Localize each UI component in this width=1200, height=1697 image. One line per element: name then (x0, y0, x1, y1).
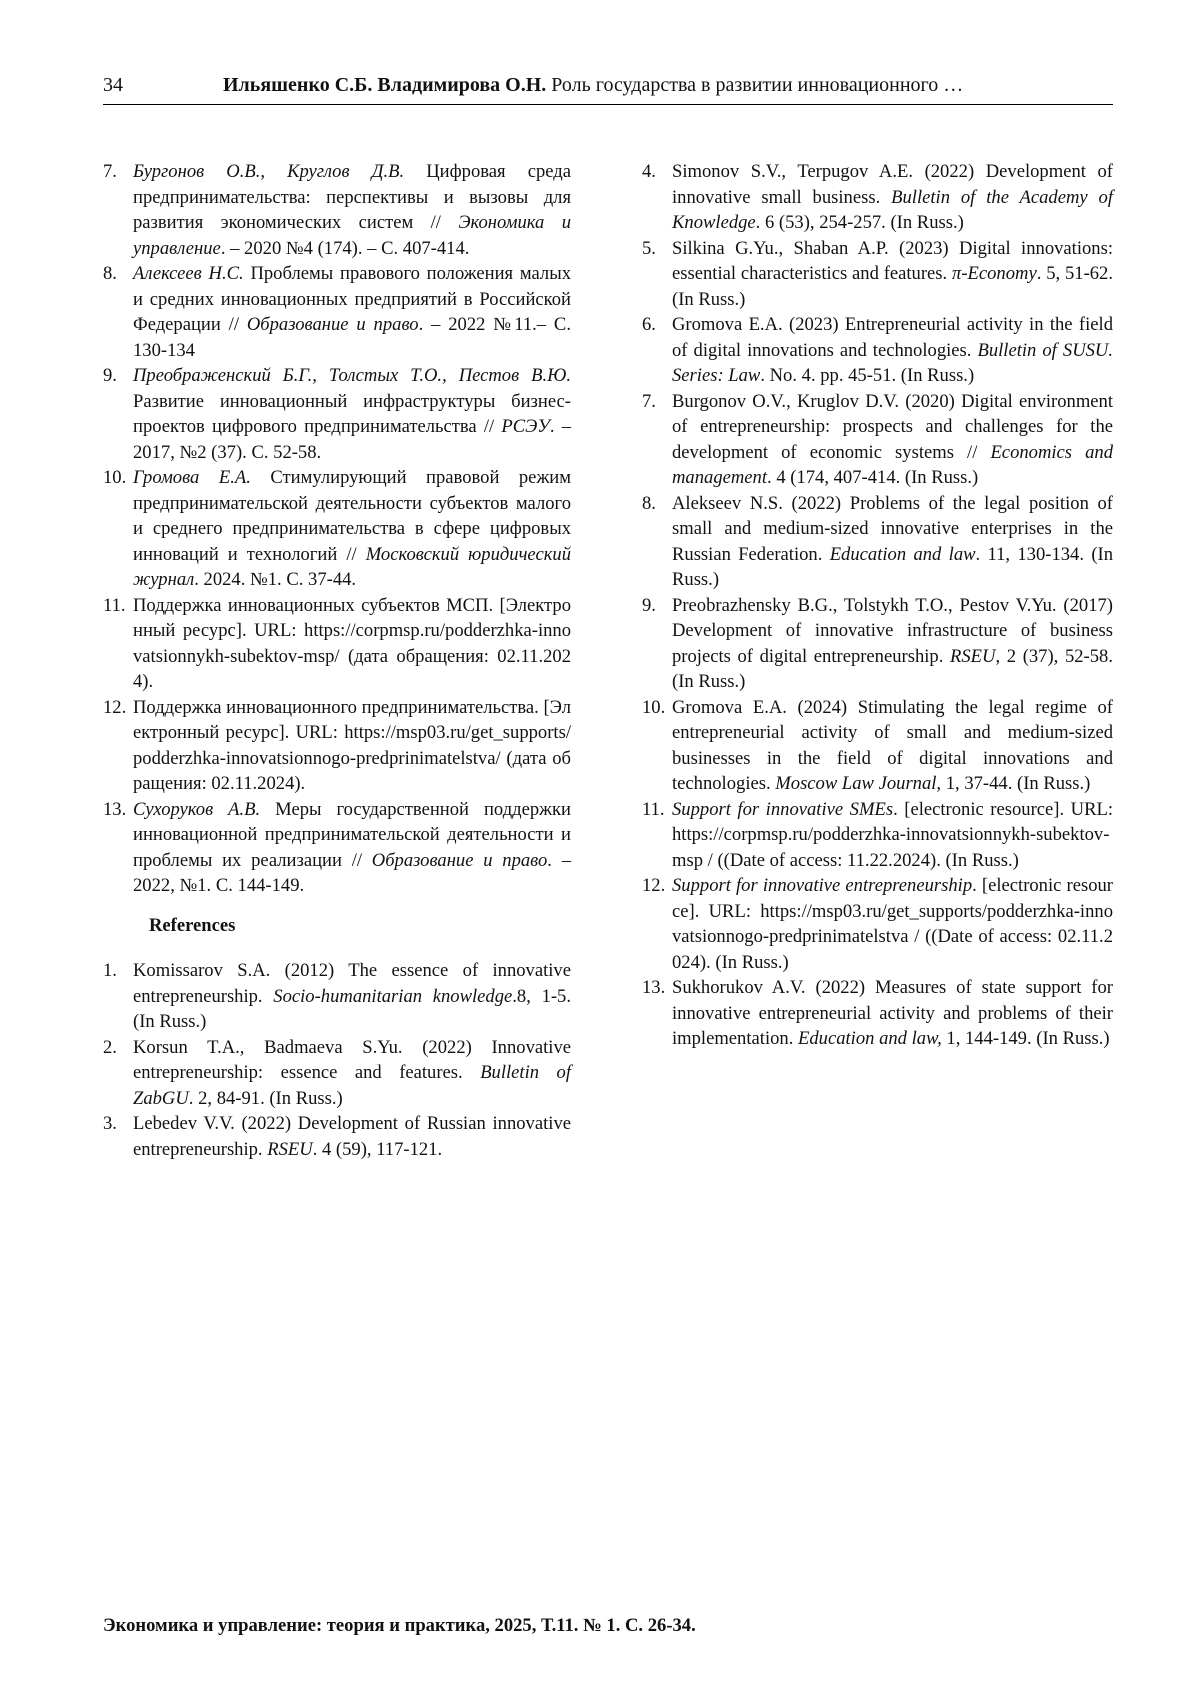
english-reference-list-part1 (103, 958, 571, 1162)
reference-plain-part: Korsun T.A., Badmaeva S.Yu. (2022) Innovative entrepreneurship: essence and features. (133, 1036, 571, 1083)
reference-number: 4. (642, 161, 656, 182)
reference-item (642, 491, 1113, 593)
reference-plain-part: Поддержка инновационных субъектов МСП. [Электронный ресурс]. URL: https://corpmsp.ru/podderzhka-innovatsionnykh-subektov-msp/ (дата обращения: 02.11.2024). (133, 594, 571, 692)
reference-number: 12. (103, 696, 127, 718)
reference-plain-part: . 4 (174, 407-414. (In Russ.) (767, 467, 979, 488)
header-title (223, 74, 963, 97)
reference-text (672, 975, 1113, 1052)
reference-text (133, 958, 571, 1035)
reference-plain-part: Preobrazhensky B.G., Tolstykh T.O., Pestov V.Yu. (2017) Development of innovative infrastructure of business projects of digital entrepreneurship. (672, 594, 1113, 667)
reference-italic-part: Moscow Law Journal, (775, 773, 942, 794)
reference-text (672, 389, 1113, 491)
reference-plain-part: . – 2017, №2 (37). С. 52-58. (133, 416, 571, 463)
reference-item (642, 236, 1113, 313)
reference-text (133, 159, 571, 261)
reference-text (672, 236, 1113, 313)
reference-number: 1. (103, 960, 117, 981)
reference-number: 13. (642, 977, 666, 998)
page-number: 34 (103, 74, 123, 96)
reference-number: 13. (103, 798, 127, 820)
reference-plain-part: Меры государственной поддержки инновационной предпринимательской деятельности и проблемы их реализации // (133, 798, 571, 871)
reference-number: 8. (103, 263, 117, 284)
reference-item (642, 873, 1113, 975)
reference-item (103, 958, 571, 1035)
header-article-title: Роль государства в развитии инновационного … (551, 74, 964, 96)
reference-plain-part: . [electronic resource]. URL: https://corpmsp.ru/podderzhka-innovatsionnykh-subektov-msp / ((Date of access: 11.22.2024). (In Russ.) (672, 798, 1114, 871)
reference-plain-part: . – 2022, №1. С. 144-149. (133, 849, 571, 896)
reference-text (672, 491, 1113, 593)
reference-plain-part: 1, 144-149. (In Russ.) (941, 1028, 1110, 1049)
reference-item (103, 261, 571, 363)
reference-number: 2. (103, 1036, 117, 1058)
reference-item (103, 1035, 571, 1112)
reference-item (642, 593, 1113, 695)
reference-italic-part: Преображенский Б.Г., Толстых Т.О., Пестов В.Ю. (133, 365, 571, 386)
reference-italic-part: Support for innovative SMEs (672, 798, 894, 820)
reference-text (672, 312, 1113, 389)
reference-plain-part: . 6 (53), 254-257. (In Russ.) (755, 212, 964, 233)
reference-plain-part: Развитие инновационный инфраструктуры бизнес-проектов цифрового предпринимательства // (133, 390, 571, 437)
reference-number: 8. (642, 492, 656, 514)
reference-italic-part: RSEU (950, 645, 996, 667)
reference-item (642, 389, 1113, 491)
reference-number: 5. (642, 237, 656, 259)
reference-text (672, 159, 1113, 236)
reference-plain-part: Burgonov O.V., Kruglov D.V. (2020) Digital environment of entrepreneurship: prospects and challenges for the development of economic systems // (672, 390, 1113, 463)
reference-italic-part: Bulletin of ZabGU (133, 1062, 572, 1109)
reference-plain-part: . – 2022 №11.– С. 130-134 (133, 314, 571, 361)
reference-item (103, 465, 571, 593)
reference-text (133, 695, 571, 797)
reference-plain-part: Gromova E.A. (2023) Entrepreneurial activity in the field of digital innovations and technologies. (672, 314, 1113, 361)
reference-number: 11. (103, 594, 126, 616)
reference-plain-part: . 2024. №1. С. 37-44. (194, 569, 357, 590)
reference-plain-part: . No. 4. pp. 45-51. (In Russ.) (760, 365, 975, 386)
reference-italic-part: Бургонов О.В., Круглов Д.В. (133, 161, 405, 182)
reference-italic-part: Socio-humanitarian knowledge (273, 985, 513, 1007)
reference-number: 9. (642, 594, 656, 616)
reference-italic-part: Экономика и управление (133, 212, 572, 259)
reference-number: 6. (642, 314, 656, 335)
reference-text (133, 797, 571, 899)
right-column (642, 159, 1113, 1052)
reference-italic-part: Образование и право (371, 849, 548, 871)
reference-plain-part: , 2 (37), 52-58. (In Russ.) (672, 645, 1113, 692)
reference-number: 11. (642, 798, 665, 820)
reference-italic-part: Education and law, (798, 1028, 942, 1049)
reference-plain-part: Alekseev N.S. (2022) Problems of the legal position of small and medium-sized innovative enterprises in the Russian Federation. (672, 492, 1113, 565)
header-authors: Ильяшенко С.Б. Владимирова О.Н. (223, 74, 547, 96)
reference-number: 9. (103, 365, 117, 386)
reference-text (133, 465, 571, 593)
reference-text (133, 363, 571, 465)
reference-text (672, 695, 1113, 797)
reference-item (103, 797, 571, 899)
reference-text (133, 593, 571, 695)
reference-item (642, 797, 1113, 874)
reference-plain-part: . 11, 130-134. (In Russ.) (672, 543, 1113, 590)
reference-item (103, 159, 571, 261)
reference-plain-part: Поддержка инновационного предпринимательства. [Электронный ресурс]. URL: https://msp03.ru/get_supports/podderzhka-innovatsionnogo-predprinimatelstva/ (дата обращения: 02.11.2024). (133, 696, 571, 794)
reference-italic-part: Образование и право (246, 314, 419, 335)
reference-item (103, 363, 571, 465)
reference-italic-part: Громова Е.А. (133, 467, 251, 488)
reference-italic-part: RSEU (267, 1138, 313, 1160)
reference-item (103, 1111, 571, 1162)
reference-plain-part: Lebedev V.V. (2022) Development of Russian innovative entrepreneurship. (133, 1113, 571, 1160)
reference-plain-part: . 4 (59), 117-121. (312, 1138, 443, 1160)
reference-text (672, 797, 1113, 874)
references-heading: References (149, 914, 236, 936)
journal-footer: Экономика и управление: теория и практика, 2025, Т.11. № 1. С. 26-34. (103, 1615, 696, 1636)
reference-plain-part: .8, 1-5. (In Russ.) (133, 985, 571, 1032)
running-header (103, 72, 1113, 105)
reference-plain-part: . 2, 84-91. (In Russ.) (188, 1087, 343, 1109)
reference-plain-part: Komissarov S.A. (2012) The essence of innovative entrepreneurship. (133, 960, 571, 1007)
reference-plain-part: . 5, 51-62. (In Russ.) (672, 263, 1113, 310)
reference-number: 10. (103, 467, 127, 488)
reference-italic-part: Алексеев Н.С. (133, 263, 244, 284)
english-reference-list-part2 (642, 159, 1113, 1052)
reference-italic-part: Московский юридический журнал (133, 543, 571, 590)
russian-reference-list (103, 159, 571, 899)
reference-item (642, 975, 1113, 1052)
reference-italic-part: Сухоруков А.В. (133, 798, 261, 820)
reference-plain-part: Silkina G.Yu., Shaban A.P. (2023) Digital innovations: essential characteristics and features. (672, 237, 1113, 284)
reference-italic-part: Economics and management (672, 441, 1114, 488)
reference-plain-part: Simonov S.V., Terpugov A.E. (2022) Development of innovative small business. (672, 161, 1113, 208)
reference-plain-part: Sukhorukov A.V. (2022) Measures of state support for innovative entrepreneurial activity and problems of their implementation. (672, 977, 1113, 1049)
reference-text (133, 1035, 571, 1112)
reference-text (672, 873, 1113, 975)
reference-text (672, 593, 1113, 695)
reference-item (103, 695, 571, 797)
reference-plain-part: Gromova E.A. (2024) Stimulating the legal regime of entrepreneurial activity of small and medium-sized businesses in the field of digital innovations and technologies. (672, 696, 1113, 794)
reference-plain-part: . [electronic resource]. URL: https://msp03.ru/get_supports/podderzhka-innovatsionnogo-predprinimatelstva / ((Date of access: 02.11.2024). (In Russ.) (672, 875, 1113, 973)
reference-item (642, 159, 1113, 236)
reference-text (133, 1111, 571, 1162)
reference-plain-part: Проблемы правового положения малых и средних инновационных предприятий в Российской Федерации // (133, 263, 572, 335)
reference-italic-part: Bulletin of the Academy of Knowledge (672, 186, 1114, 233)
reference-number: 7. (103, 161, 117, 182)
left-column (103, 159, 571, 1162)
reference-italic-part: Support for innovative entrepreneurship (672, 875, 973, 896)
reference-italic-part: Education and law (829, 543, 976, 565)
reference-plain-part: Стимулирующий правовой режим предпринимательской деятельности субъектов малого и среднего предпринимательства в сфере цифровых инноваций и технологий // (133, 467, 572, 565)
reference-italic-part: РСЭУ (501, 416, 550, 437)
reference-item (103, 593, 571, 695)
reference-item (642, 312, 1113, 389)
reference-italic-part: π-Economy (952, 263, 1037, 284)
reference-text (133, 261, 571, 363)
reference-plain-part: . – 2020 №4 (174). – С. 407-414. (220, 237, 470, 259)
reference-plain-part: Цифровая среда предпринимательства: перспективы и вызовы для развития экономических систем // (133, 161, 571, 233)
reference-number: 12. (642, 875, 666, 896)
reference-item (642, 695, 1113, 797)
reference-plain-part: 1, 37-44. (In Russ.) (941, 773, 1091, 794)
reference-number: 10. (642, 696, 666, 718)
reference-italic-part: Bulletin of SUSU. Series: Law (672, 339, 1113, 386)
reference-number: 7. (642, 390, 656, 412)
reference-number: 3. (103, 1113, 117, 1134)
